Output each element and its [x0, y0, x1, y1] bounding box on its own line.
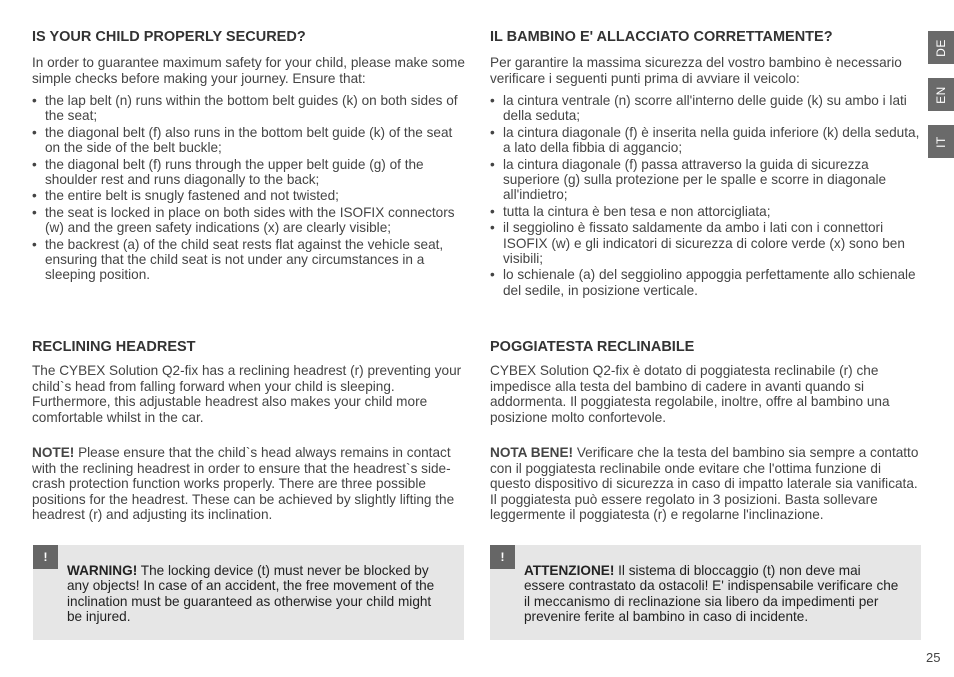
list-item: • il seggiolino è fissato saldamente da ambo i lati con i connettori ISOFIX (w) e gli indicatori di sicurezza di colore verde (x) sono ben visibili;	[490, 220, 905, 267]
section-title-headrest-it: POGGIATESTA RECLINABILE	[490, 339, 695, 355]
bullet-marker: •	[490, 124, 495, 140]
list-item: • la cintura diagonale (f) è inserita nella guida inferiore (k) della seduta, a lato della fibbia di aggancio;	[490, 124, 920, 156]
list-item: • lo schienale (a) del seggiolino appoggia perfettamente allo schienale del sedile, in posizione verticale.	[490, 267, 916, 298]
section-title-secured: IS YOUR CHILD PROPERLY SECURED?	[32, 29, 306, 45]
warning-box	[33, 545, 464, 640]
bullet-marker: •	[32, 188, 37, 204]
warning-box-it	[490, 545, 921, 640]
checklist-it	[490, 93, 922, 299]
bullet-marker: •	[32, 93, 37, 108]
list-item: • the diagonal belt (f) also runs in the bottom belt guide (k) of the seat on the side of the belt buckle;	[32, 124, 453, 156]
list-item: • tutta la cintura è ben tesa e non attorcigliata;	[490, 203, 771, 219]
intro-paragraph-it: Per garantire la massima sicurezza del vostro bambino è necessario verificare i seguenti punti prima di avviare il veicolo:	[490, 55, 902, 86]
list-item: • la cintura ventrale (n) scorre all'interno delle guide (k) su ambo i lati della seduta;	[490, 93, 907, 124]
warning-label: ATTENZIONE!	[524, 563, 615, 578]
bullet-marker: •	[32, 156, 37, 172]
note-label: NOTA BENE!	[490, 445, 574, 460]
bullet-marker: •	[490, 267, 495, 283]
bullet-marker: •	[32, 124, 37, 140]
page-number: 25	[926, 650, 941, 665]
note-text: Verificare che la testa del bambino sia sempre a contatto con il poggiatesta reclinabile onde evitare che l'ottima funzione di questo dispositivo di sicurezza in caso di impatto laterale sia vanificata. Il poggiatesta può essere regolato in 3 posizioni. Basta sollevare leggermente il poggiatesta (r) e regolarne l'inclinazione.	[490, 445, 919, 522]
note-text: Please ensure that the child`s head always remains in contact with the reclining headrest in order to ensure that the headrest`s side-crash protection function works properly. There are three possible positions for the headrest. These can be achieved by slightly lifting the headrest (r) and adjusting its inclination.	[32, 445, 455, 522]
warning-label: WARNING!	[67, 563, 138, 578]
bullet-marker: •	[32, 204, 37, 220]
bullet-marker: •	[490, 220, 495, 236]
headrest-paragraph: The CYBEX Solution Q2-fix has a reclining headrest (r) preventing your child`s head from falling forward when your child is sleeping. Furthermore, this adjustable headrest also makes your child more comfortable whilst in the car.	[32, 363, 462, 425]
list-item: • the seat is locked in place on both sides with the ISOFIX connectors (w) and the green safety indications (x) are clearly visible;	[32, 204, 455, 236]
language-tab-it[interactable]: IT	[928, 125, 954, 158]
language-tab-de[interactable]: DE	[928, 31, 954, 64]
note-paragraph	[32, 445, 466, 523]
list-item: • the backrest (a) of the child seat rests flat against the vehicle seat, ensuring that the child seat is not under any circumstances in a sleeping position.	[32, 236, 444, 283]
exclamation-icon: !	[33, 545, 58, 569]
bullet-marker: •	[32, 236, 37, 252]
section-title-headrest: RECLINING HEADREST	[32, 339, 196, 355]
note-label: NOTE!	[32, 445, 75, 460]
intro-paragraph: In order to guarantee maximum safety for your child, please make some simple checks before making your journey. Ensure that:	[32, 55, 465, 86]
warning-text-it: ATTENZIONE! Il sistema di bloccaggio (t) non deve mai essere contrastato da ostacoli! E' indispensabile verificare che il meccanismo di reclinazione sia libero da impedimenti per prevenire ferite al bambino in caso di incidente.	[524, 563, 899, 625]
list-item: • the lap belt (n) runs within the bottom belt guides (k) on both sides of the seat;	[32, 93, 458, 124]
list-item: • the diagonal belt (f) runs through the upper belt guide (g) of the shoulder rest and runs diagonally to the back;	[32, 156, 424, 188]
checklist	[32, 93, 466, 284]
list-item: • la cintura diagonale (f) passa attraverso la guida di sicurezza superiore (g) sulla protezione per le spalle e scorre in diagonale all'indietro;	[490, 156, 887, 203]
list-item: • the entire belt is snugly fastened and not twisted;	[32, 188, 339, 204]
language-tab-en[interactable]: EN	[928, 78, 954, 111]
bullet-marker: •	[490, 203, 495, 219]
bullet-marker: •	[490, 156, 495, 172]
note-paragraph-it	[490, 445, 922, 523]
bullet-marker: •	[490, 93, 495, 108]
section-title-secured-it: IL BAMBINO E' ALLACCIATO CORRETTAMENTE?	[490, 29, 833, 45]
headrest-paragraph-it: CYBEX Solution Q2-fix è dotato di poggiatesta reclinabile (r) che impedisce alla testa del bambino di cadere in avanti quando si addormenta. Il poggiatesta regolabile, inoltre, offre al bambino una posizione molto confortevole.	[490, 363, 890, 425]
warning-text: WARNING! The locking device (t) must never be blocked by any objects! In case of an accident, the free movement of the inclination must be guaranteed as otherwise your child might be injured.	[67, 563, 435, 625]
exclamation-icon: !	[490, 545, 515, 569]
